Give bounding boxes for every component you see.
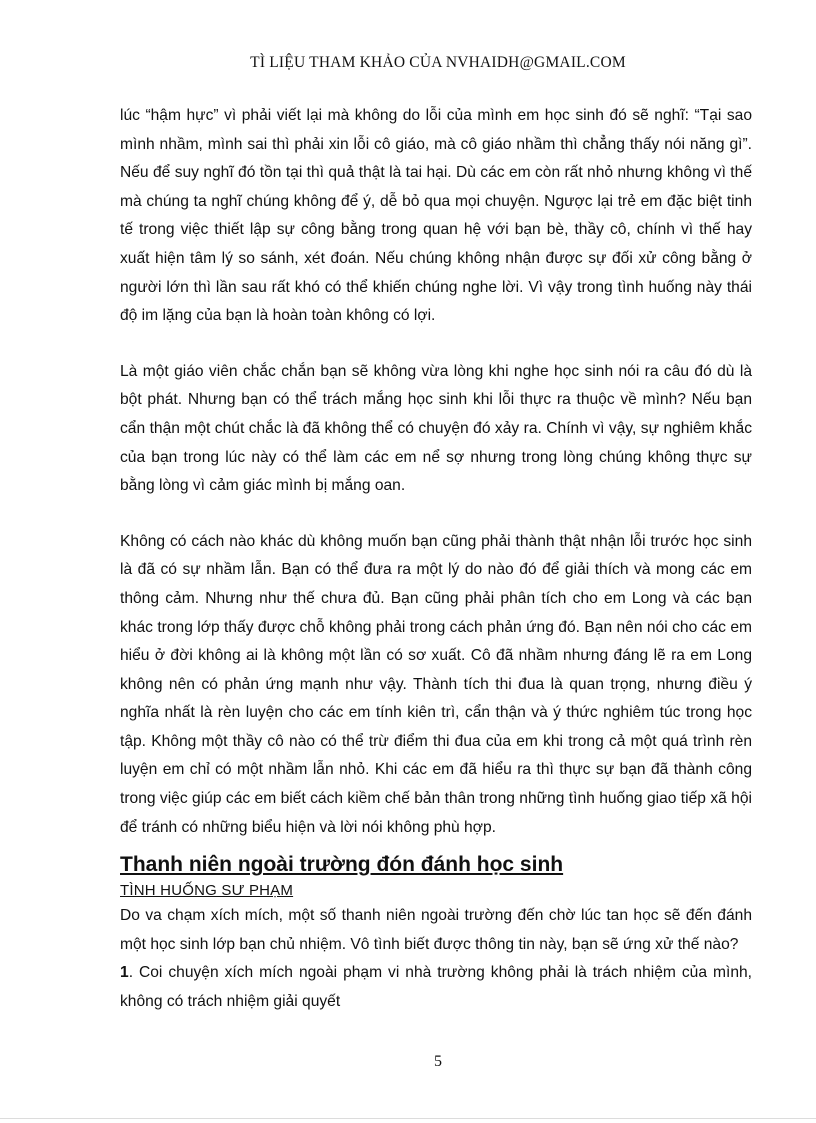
- paragraph-3: Không có cách nào khác dù không muốn bạn cũng phải thành thật nhận lỗi trước học sinh là đã có sự nhầm lẫn. Bạn có thể đưa ra một lý do nào đó để giải thích và mong các em thông cảm. Nhưng như thế chưa đủ. Bạn cũng phải phân tích cho em Long và các bạn khác trong lớp thấy được chỗ không phải trong cách phản ứng đó. Bạn nên nói cho các em hiểu ở đời không ai là không một lần có sơ xuất. Cô đã nhầm nhưng đáng lẽ ra em Long không nên có phản ứng mạnh như vậy. Thành tích thi đua là quan trọng, nhưng điều ý nghĩa nhất là rèn luyện cho các em tính kiên trì, cẩn thận và ý thức nghiêm túc trong học tập. Không một thầy cô nào có thể trừ điểm thi đua của em khi trong cả một quá trình rèn luyện em chỉ có một nhầm lẫn nhỏ. Khi các em đã hiểu ra thì thực sự bạn đã thành công trong việc giúp các em biết cách kiềm chế bản thân trong những tình huống giao tiếp xã hội để tránh có những biểu hiện và lời nói không phù hợp.: [120, 532, 752, 836]
- page-header: TÌ LIỆU THAM KHẢO CỦA NVHAIDH@GMAIL.COM: [250, 54, 626, 71]
- option-1: [120, 959, 752, 1016]
- section-subtitle: TÌNH HUỐNG SƯ PHẠM: [120, 882, 294, 900]
- paragraph-2: Là một giáo viên chắc chắn bạn sẽ không vừa lòng khi nghe học sinh nói ra câu đó dù là bột phát. Nhưng bạn có thể trách mắng học sinh khi lỗi thực ra thuộc về mình? Nếu bạn cẩn thận một chút chắc là đã không thể có chuyện đó xảy ra. Chính vì vậy, sự nghiêm khắc của bạn trong lúc này có thể làm các em nể sợ nhưng trong lòng chúng không thực sự bằng lòng vì cảm giác mình bị mắng oan.: [120, 362, 752, 495]
- section-title: Thanh niên ngoài trường đón đánh học sinh: [120, 853, 564, 877]
- paragraph-1: lúc “hậm hực” vì phải viết lại mà không do lỗi của mình em học sinh đó sẽ nghĩ: “Tại sao mình nhầm, mình sai thì phải xin lỗi cô giáo, mà cô giáo nhầm thì chẳng thấy nói năng gì”. Nếu để suy nghĩ đó tồn tại thì quả thật là tai hại. Dù các em còn rất nhỏ nhưng không vì thế mà chúng ta nghĩ chúng không để ý, dễ bỏ qua mọi chuyện. Ngược lại trẻ em đặc biệt tinh tế trong việc thiết lập sự công bằng trong quan hệ với bạn bè, thầy cô, chính vì thế hay xuất hiện tâm lý so sánh, xét đoán. Nếu chúng không nhận được sự đối xử công bằng ở người lớn thì lần sau rất khó có thể khiến chúng nghe lời. Vì vậy trong tình huống này thái độ im lặng của bạn là hoàn toàn không có lợi.: [120, 107, 752, 325]
- page-divider: [0, 1118, 816, 1119]
- situation-text: Do va chạm xích mích, một số thanh niên ngoài trường đến chờ lúc tan học sẽ đến đánh một học sinh lớp bạn chủ nhiệm. Vô tình biết được thông tin này, bạn sẽ ứng xử thế nào?: [120, 907, 752, 953]
- option-number: 1: [120, 964, 129, 982]
- document-body: [120, 102, 752, 1017]
- page-number: 5: [434, 1053, 442, 1070]
- option-text: . Coi chuyện xích mích ngoài phạm vi nhà trường không phải là trách nhiệm của mình, không có trách nhiệm giải quyết: [120, 964, 752, 1011]
